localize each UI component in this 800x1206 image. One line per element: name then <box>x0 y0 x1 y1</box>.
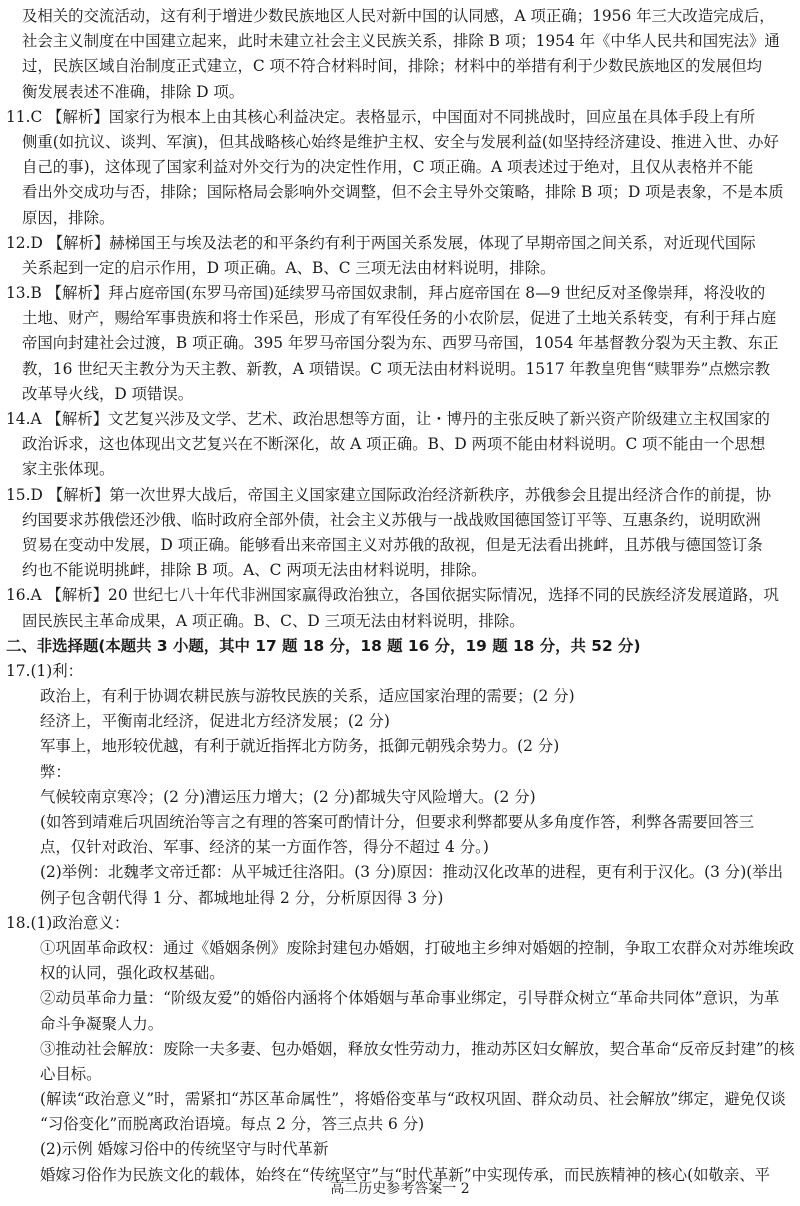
question-12: 12.D 【解析】赫梯国王与埃及法老的和平条约有利于两国关系发展，体现了早期帝国之间关系，对近现代国际 <box>6 233 756 252</box>
text-line: (2)示例 婚嫁习俗中的传统坚守与时代革新 <box>40 1140 329 1159</box>
text-line: 社会主义制度在中国建立起来，此时未建立社会主义民族关系，排除 B 项；1954 年《中华人民共和国宪法》通 <box>22 32 780 51</box>
answer-page <box>0 4 800 1188</box>
question-14: 14.A 【解析】文艺复兴涉及文学、艺术、政治思想等方面，让・博丹的主张反映了新兴资产阶级建立主权国家的 <box>6 410 770 428</box>
text-line: 婚嫁习俗作为民族文化的载体，始终在“传统坚守”与“时代革新”中实现传承，而民族精神的核心(如敬亲、平 <box>40 1165 771 1184</box>
text-line: 改革导火线，D 项错误。 <box>22 384 194 403</box>
text-line: 经济上，平衡南北经济，促进北方经济发展；(2 分) <box>40 712 390 731</box>
text-line: 看出外交成功与否，排除；国际格局会影响外交调整，但不会主导外交策略，排除 B 项；D 项是表象，不是本质 <box>22 183 784 202</box>
text-line: 教，16 世纪天主教分为天主教、新教，A 项错误。C 项无法由材料说明。1517 年教皇兜售“赎罪券”点燃宗教 <box>22 359 770 378</box>
text-line: 自己的事)，这体现了国家利益对外交行为的决定性作用，C 项正确。A 项表述过于绝对，且仅从表格并不能 <box>22 158 754 177</box>
text-line: (2)举例：北魏孝文帝迁都：从平城迁往洛阳。(3 分)原因：推动汉化改革的进程，更有利于汉化。(3 分)(举出 <box>40 863 783 882</box>
question-15: 15.D 【解析】第一次世界大战后，帝国主义国家建立国际政治经济新秩序，苏俄参会且提出经济合作的前提，协 <box>6 485 772 504</box>
text-line: (如答到靖难后巩固统治等言之有理的答案可酌情计分，但要求利弊都要从多角度作答，利弊各需要回答三 <box>40 813 754 831</box>
text-line: 政治上，有利于协调农耕民族与游牧民族的关系，适应国家治理的需要；(2 分) <box>40 687 575 706</box>
text-line: 弊： <box>40 762 71 781</box>
text-line: 政治诉求，这也体现出文艺复兴在不断深化，故 A 项正确。B、D 两项不能由材料说明。C 项不能由一个思想 <box>22 435 766 454</box>
text-line: 约国要求苏俄偿还沙俄、临时政府全部外债，社会主义苏俄与一战战败国德国签订平等、互惠条约，说明欧洲 <box>22 510 761 529</box>
question-18: 18.(1)政治意义： <box>6 913 130 932</box>
text-line: 过，民族区域自治制度正式建立，C 项不符合材料时间，排除；材料中的举措有利于少数民族地区的发展但均 <box>22 57 763 76</box>
page-footer: 高二历史参考答案一 2 <box>330 1181 470 1197</box>
text-line: 衡发展表述不准确，排除 D 项。 <box>22 82 245 101</box>
question-16: 16.A 【解析】20 世纪七八十年代非洲国家赢得政治独立，各国依据实际情况，选择不同的民族经济发展道路，巩 <box>6 586 779 605</box>
text-line: ③推动社会解放：废除一夫多妻、包办婚姻，释放女性劳动力，推动苏区妇女解放，契合革命“反帝反封建”的核 <box>40 1039 795 1058</box>
question-11: 11.C 【解析】国家行为根本上由其核心利益决定。表格显示，中国面对不同挑战时，回应虽在具体手段上有所 <box>6 107 756 126</box>
text-line: 关系起到一定的启示作用，D 项正确。A、B、C 三项无法由材料说明，排除。 <box>22 258 556 277</box>
text-line: 心目标。 <box>40 1064 102 1083</box>
section-heading: 二、非选择题(本题共 3 小题，其中 17 题 18 分，18 题 16 分，19 题 18 分，共 52 分) <box>6 636 641 655</box>
text-line: 贸易在变动中发展，D 项正确。能够看出来帝国主义对苏俄的敌视，但是无法看出挑衅，且苏俄与德国签订条 <box>22 535 763 554</box>
question-13: 13.B 【解析】拜占庭帝国(东罗马帝国)延续罗马帝国奴隶制，拜占庭帝国在 8—9 世纪反对圣像崇拜，将没收的 <box>6 284 766 303</box>
question-17: 17.(1)利： <box>6 661 84 680</box>
text-line: 土地、财产，赐给军事贵族和将士作采邑，形成了有军役任务的小农阶层，促进了土地关系转变，有利于拜占庭 <box>22 309 777 328</box>
text-line: “习俗变化”而脱离政治语境。每点 2 分，答三点共 6 分) <box>40 1115 425 1134</box>
text-line: 权的认同，强化政权基础。 <box>40 964 225 983</box>
text-line: ②动员革命力量：“阶级友爱”的婚俗内涵将个体婚姻与革命事业绑定，引导群众树立“革命共同体”意识，为革 <box>40 989 780 1008</box>
text-line: 例子包含朝代得 1 分、都城地址得 2 分，分析原因得 3 分) <box>40 888 444 907</box>
text-line: (解读“政治意义”时，需紧扣“苏区革命属性”，将婚俗变革与“政权巩固、群众动员、社会解放”绑定，避免仅谈 <box>40 1090 786 1109</box>
text-line: 军事上，地形较优越，有利于就近指挥北方防务，抵御元朝残余势力。(2 分) <box>40 737 560 756</box>
text-line: 侧重(如抗议、谈判、军演)，但其战略核心始终是维护主权、安全与发展利益(如坚持经济建设、推进入世、办好 <box>22 132 779 151</box>
text-line: 及相关的交流活动，这有利于增进少数民族地区人民对新中国的认同感，A 项正确；1956 年三大改造完成后， <box>22 7 775 25</box>
text-line: ①巩固革命政权：通过《婚姻条例》废除封建包办婚姻，打破地主乡绅对婚姻的控制，争取工农群众对苏维埃政 <box>40 938 795 957</box>
text-line: 帝国向封建社会过渡，B 项正确。395 年罗马帝国分裂为东、西罗马帝国，1054 年基督教分裂为天主教、东正 <box>22 334 779 353</box>
text-line: 约也不能说明挑衅，排除 B 项。A、C 两项无法由材料说明，排除。 <box>22 561 487 580</box>
text-line: 固民族民主革命成果，A 项正确。B、C、D 三项无法由材料说明，排除。 <box>22 611 525 630</box>
text-line: 家主张体现。 <box>22 460 115 479</box>
text-line: 原因，排除。 <box>22 208 115 227</box>
text-line: 气候较南京寒冷；(2 分)漕运压力增大；(2 分)都城失守风险增大。(2 分) <box>40 787 536 806</box>
text-line: 点，仅针对政治、军事、经济的某一方面作答，得分不超过 4 分。) <box>40 838 489 857</box>
text-line: 命斗争凝聚人力。 <box>40 1014 164 1033</box>
